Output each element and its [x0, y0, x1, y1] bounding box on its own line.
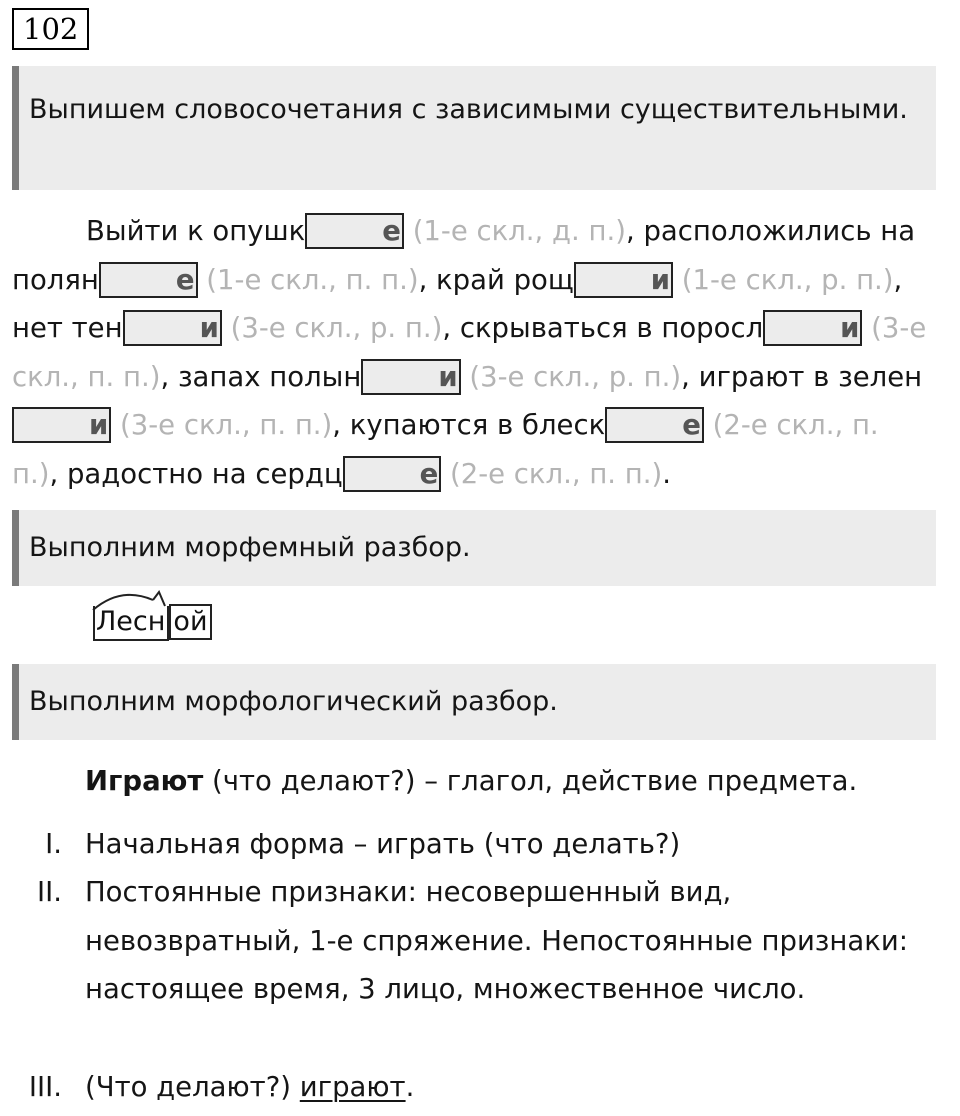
stem-text: Лесн	[93, 606, 169, 641]
verb-description: (что делают?) – глагол, действие предмета.	[203, 765, 858, 797]
ending-letter-box: и	[123, 310, 222, 346]
ending-letter-box: и	[12, 407, 111, 443]
list-number: I.	[45, 828, 62, 860]
phrase-separator: .	[662, 457, 671, 490]
section-heading-morphology	[12, 664, 936, 740]
declension-hint: (3-е скл., р. п.)	[221, 312, 443, 344]
section-heading-phrases	[12, 66, 936, 190]
phrase-word: край рощ	[436, 263, 574, 296]
phrase-separator: ,	[332, 409, 350, 441]
phrase-word: нет тен	[12, 312, 123, 344]
phrase-separator: ,	[49, 457, 67, 490]
phrase-separator: ,	[442, 312, 460, 344]
ending-letter-box: е	[343, 456, 442, 492]
underlined-predicate: играют	[299, 1071, 406, 1103]
phrase	[86, 215, 643, 247]
declension-hint: (2-е скл., п. п.)	[12, 409, 879, 490]
list-text-before: (Что делают?)	[85, 1071, 300, 1103]
ending-letter-box: е	[605, 407, 704, 443]
list-text	[85, 1063, 925, 1112]
phrase-separator: ,	[625, 215, 644, 247]
list-text: Постоянные признаки: несовершенный вид, невозвратный, 1-е спряжение. Непостоянные признаки: настоящее время, 3 лицо, множественное число.	[85, 876, 909, 1005]
phrase-word: расположились на полян	[12, 215, 916, 296]
ending-letter-box: и	[574, 262, 673, 298]
declension-hint: (3-е скл., р. п.)	[460, 360, 682, 393]
heading-text: Выполним морфемный разбор.	[29, 532, 471, 563]
ending-letter-box: и	[763, 310, 862, 346]
phrase	[178, 361, 699, 393]
phrase-separator: ,	[418, 263, 437, 296]
phrase-word: купаются в блеск	[349, 409, 606, 441]
phrase-word: радостно на сердц	[66, 457, 343, 490]
phrase-word: Выйти к опушк	[86, 215, 306, 247]
exercise-number: 102	[12, 8, 89, 50]
heading-text: Выпишем словосочетания с зависимыми существительными.	[29, 94, 908, 125]
verb-word: Играют	[85, 765, 204, 797]
list-number: III.	[28, 1071, 62, 1103]
section-heading-morpheme	[12, 510, 936, 586]
phrase-separator: ,	[160, 360, 178, 393]
phrase	[67, 458, 671, 490]
declension-hint: (1-е скл., р. п.)	[673, 263, 894, 296]
word-stem	[93, 606, 169, 641]
declension-hint: (3-е скл., п. п.)	[12, 312, 927, 393]
declension-hint: (1-е скл., п. п.)	[197, 263, 419, 296]
phrase	[436, 264, 902, 296]
list-text-after: .	[405, 1071, 415, 1103]
declension-hint: (3-е скл., п. п.)	[111, 409, 333, 441]
morpheme-analysis	[93, 604, 212, 641]
phrase-separator: ,	[893, 263, 903, 296]
ending-letter-box: е	[305, 213, 404, 249]
list-text: Начальная форма – играть (что делать?)	[85, 828, 681, 860]
phrases-paragraph	[12, 207, 930, 498]
ending-letter-box: е	[99, 262, 198, 298]
heading-text: Выполним морфологический разбор.	[29, 686, 558, 717]
phrase-separator: ,	[681, 360, 699, 393]
list-number: II.	[37, 876, 62, 908]
root-arc-icon	[91, 590, 167, 612]
declension-hint: (1-е скл., д. п.)	[403, 215, 626, 247]
phrase-word: скрываться в поросл	[459, 312, 764, 344]
word-ending: ой	[169, 604, 211, 640]
declension-hint: (2-е скл., п. п.)	[441, 457, 663, 490]
phrase-word: запах полын	[177, 360, 362, 393]
phrase	[12, 312, 460, 344]
verb-line	[85, 757, 857, 805]
ending-letter-box: и	[361, 359, 460, 395]
phrase-word: играют в зелен	[698, 360, 923, 393]
